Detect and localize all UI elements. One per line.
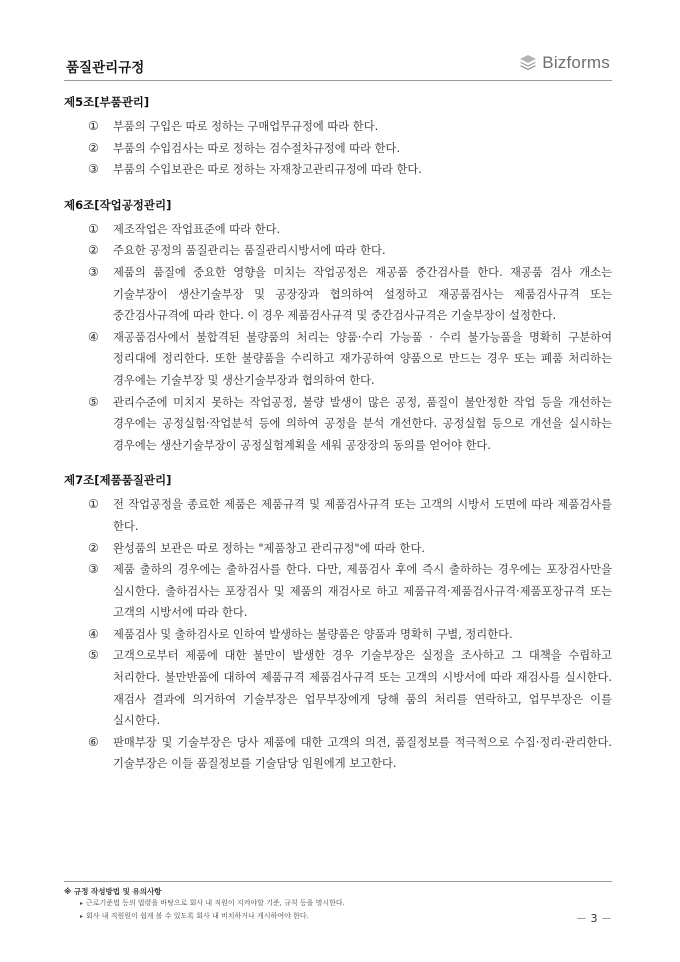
clause-item — [64, 138, 612, 160]
clause-text: 제품 출하의 경우에는 출하검사를 한다. 다만, 제품검사 후에 즉시 출하하는 경우에는 포장검사만을 실시한다. 출하검사는 포장검사 및 제품의 재검사로 하고 제품규격·제품검사규격·제품포장규격 또는 고객의 시방서에 따라 한다. — [113, 563, 612, 620]
clause-text: 부품의 수입검사는 따로 정하는 검수절차규정에 따라 한다. — [113, 141, 401, 155]
article-section — [64, 93, 612, 181]
clause-item — [64, 559, 612, 624]
clause-item — [64, 392, 612, 457]
clause-item — [64, 732, 612, 775]
clause-item — [64, 494, 612, 537]
footer-note — [64, 897, 612, 910]
clause-text: 판매부장 및 기술부장은 당사 제품에 대한 고객의 의견, 품질정보를 적극적으로 수집·정리·관리한다. 기술부장은 이들 품질정보를 기술담당 임원에게 보고한다. — [113, 735, 612, 771]
clause-text: 부품의 구입은 따로 정하는 구매업무규정에 따라 한다. — [113, 120, 379, 133]
clause-number: ④ — [88, 329, 99, 344]
clause-item — [64, 327, 612, 392]
footer-note-text: 근로기준법 등의 법령을 바탕으로 회사 내 직원이 지켜야할 기준, 규칙 등을 명시한다. — [86, 899, 345, 907]
clause-text: 전 작업공정을 종료한 제품은 제품규격 및 제품검사규격 또는 고객의 시방서 도면에 따라 제품검사를 한다. — [113, 498, 612, 533]
clause-number: ⑥ — [88, 734, 99, 749]
clause-item — [64, 116, 612, 138]
clause-text: 부품의 수입보관은 따로 정하는 자재창고관리규정에 따라 한다. — [113, 163, 422, 177]
footer-title: ※ 규정 작성방법 및 유의사항 — [64, 887, 162, 896]
article-section — [64, 471, 612, 775]
footer-note — [64, 910, 612, 923]
clause-number: ② — [88, 140, 99, 155]
clause-item — [64, 159, 612, 181]
clause-number: ① — [88, 119, 99, 133]
clause-number: ② — [88, 243, 99, 258]
clause-item — [64, 262, 612, 327]
clause-number: ③ — [88, 162, 99, 177]
document-title: 품질관리규정 — [66, 60, 145, 76]
clause-text: 제품검사 및 출하검사로 인하여 발생하는 불량품은 양품과 명확히 구별, 정리한다. — [113, 627, 513, 641]
article-title: 제6조[작업공정관리] — [64, 197, 172, 212]
article-title: 제5조[부품관리] — [64, 95, 150, 109]
footer-note-text: 회사 내 직원원이 쉽게 볼 수 있도록 회사 내 비치하거나 게시하여야 한다. — [86, 912, 309, 920]
page-number: － 3 － — [576, 912, 612, 925]
bullet-icon: ▸ — [80, 913, 84, 920]
bizforms-logo — [518, 53, 610, 73]
clause-number: ③ — [88, 562, 99, 577]
clause-text: 고객으로부터 제품에 대한 불만이 발생한 경우 기술부장은 실정을 조사하고 그 대책을 수립하고 처리한다. 불만반품에 대하여 제품규격 제품검사규격 또는 고객의 시방서에 따라 재검사를 실시한다. 재검사 결과에 의거하여 기술부장은 업무부장에게 당해 품의 처리를 연락하고, 업무부장은 이를 실시한다. — [113, 649, 612, 728]
clause-item — [64, 240, 612, 262]
clause-item — [64, 645, 612, 731]
page-header — [64, 50, 612, 81]
page-footer — [64, 881, 612, 923]
brand-name: Bizforms — [542, 53, 610, 72]
article-section — [64, 196, 612, 457]
clause-text: 제품의 품질에 중요한 영향을 미치는 작업공정은 재공품 중간검사를 한다. 재공품 검사 개소는 기술부장이 생산기술부장 및 공장장과 협의하여 설정하고 재공품검사는 제품검사규격 또는 중간검사규격에 따라 한다. 이 경우 제품검사규격 및 중간검사규격은 기술부장이 설정한다. — [113, 265, 612, 323]
clause-item — [64, 538, 612, 560]
clause-number: ④ — [88, 626, 99, 641]
clause-item — [64, 624, 612, 646]
stacked-layers-icon — [518, 53, 538, 73]
clause-text: 제조작업은 작업표준에 따라 한다. — [113, 222, 281, 236]
clause-item — [64, 219, 612, 241]
clause-number: ⑤ — [88, 394, 99, 409]
clause-text: 재공품검사에서 불합격된 불량품의 처리는 양품·수리 가능품 · 수리 불가능품을 명확히 구분하여 정리대에 정리한다. 또한 불량품을 수리하고 재가공하여 양품으로 만드는 경우 또는 폐품 처리하는 경우에는 기술부장 및 생산기술부장과 협의하여 한다. — [113, 330, 612, 387]
clause-text: 완성품의 보관은 따로 정하는 "제품창고 관리규정"에 따라 한다. — [113, 541, 425, 555]
clause-number: ① — [88, 221, 99, 236]
clause-text: 관리수준에 미치지 못하는 작업공정, 불량 발생이 많은 공정, 품질이 불안정한 작업 등을 개선하는 경우에는 공정실험·작업분석 등에 의하여 공정을 분석 개선한다. 공정실험 등으로 개선을 실시하는 경우에는 생산기술부장이 공정실험계획을 세워 공장장의 동의를 얻어야 한다. — [113, 395, 612, 452]
clause-number: ⑤ — [88, 648, 99, 663]
clause-text: 주요한 공정의 품질관리는 품질관리시방서에 따라 한다. — [113, 244, 386, 258]
clause-number: ② — [88, 540, 99, 555]
article-title: 제7조[제품품질관리] — [64, 473, 172, 488]
regulation-body — [64, 93, 612, 790]
clause-number: ③ — [88, 264, 99, 279]
clause-number: ① — [88, 497, 99, 512]
bullet-icon: ▸ — [80, 900, 84, 907]
